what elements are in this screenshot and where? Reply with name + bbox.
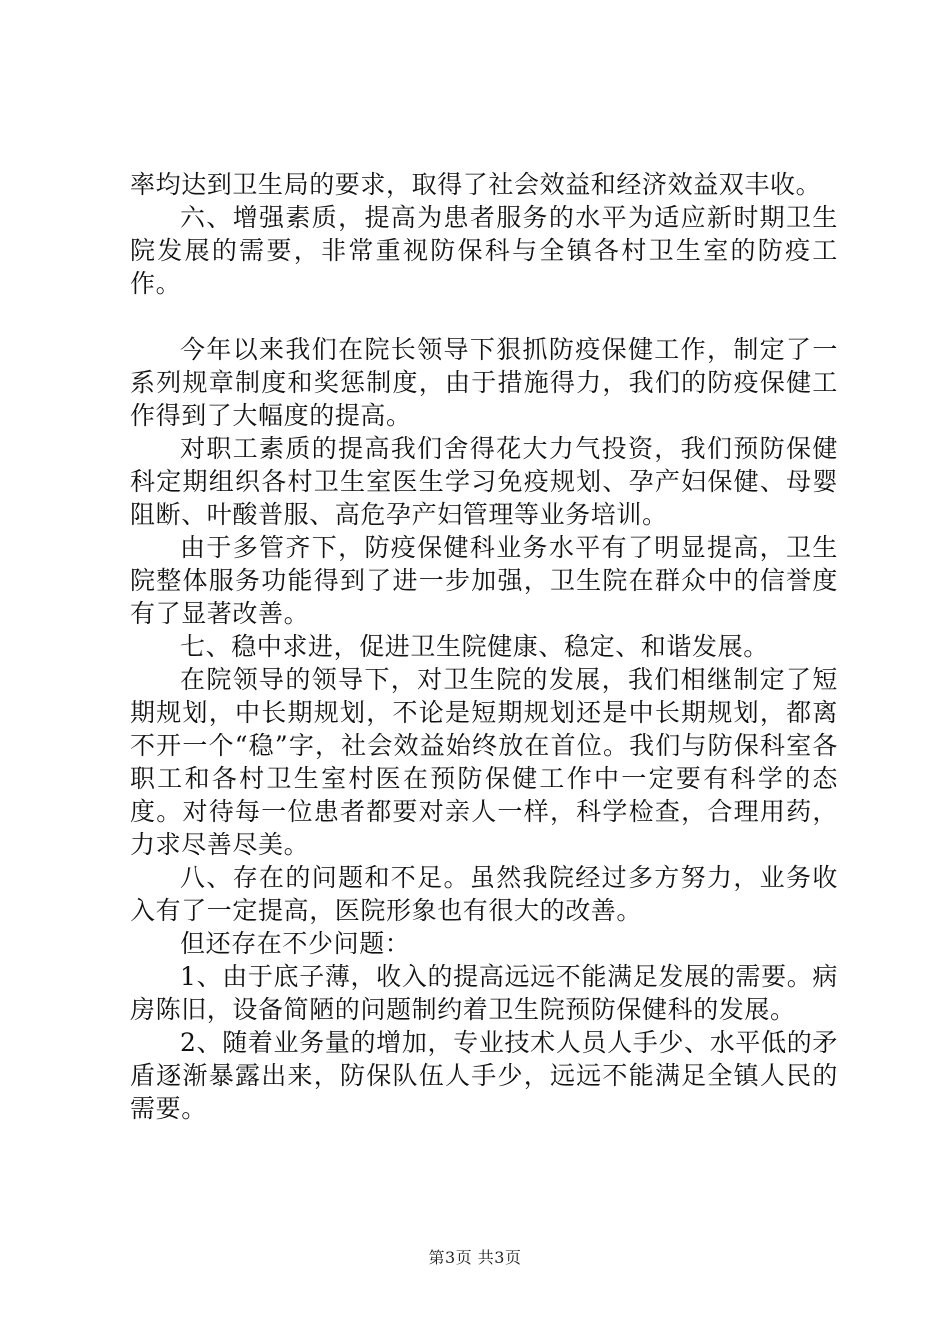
paragraph-staff-training: 对职工素质的提高我们舍得花大力气投资，我们预防保健科定期组织各村卫生室医生学习免疫规划、孕产妇保健、母婴阻断、叶酸普服、高危孕产妇管理等业务培训。 bbox=[130, 434, 838, 529]
paragraph-section-eight: 八、存在的问题和不足。虽然我院经过多方努力，业务收入有了一定提高，医院形象也有很大的改善。 bbox=[130, 863, 838, 925]
document-body bbox=[130, 168, 838, 1125]
paragraph-epidemic-work: 今年以来我们在院长领导下狠抓防疫保健工作，制定了一系列规章制度和奖惩制度，由于措施得力，我们的防疫保健工作得到了大幅度的提高。 bbox=[130, 335, 838, 430]
paragraph-section-seven: 七、稳中求进，促进卫生院健康、稳定、和谐发展。 bbox=[180, 632, 769, 661]
paragraph-development-plan: 在院领导的领导下，对卫生院的发展，我们相继制定了短期规划，中长期规划，不论是短期规划还是中长期规划，都离不开一个“稳”字，社会效益始终放在首位。我们与防保科室各职工和各村卫生室村医在预防保健工作中一定要有科学的态度。对待每一位患者都要对亲人一样，科学检查，合理用药，力求尽善尽美。 bbox=[130, 665, 838, 859]
paragraph-service-improvement: 由于多管齐下，防疫保健科业务水平有了明显提高，卫生院整体服务功能得到了进一步加强，卫生院在群众中的信誉度有了显著改善。 bbox=[130, 533, 838, 628]
paragraph-problem-two: 2、随着业务量的增加，专业技术人员人手少、水平低的矛盾逐渐暴露出来，防保队伍人手少，远远不能满足全镇人民的需要。 bbox=[130, 1028, 838, 1123]
paragraph-continuation: 率均达到卫生局的要求，取得了社会效益和经济效益双丰收。 bbox=[130, 170, 822, 199]
paragraph-section-six: 六、增强素质，提高为患者服务的水平为适应新时期卫生院发展的需要，非常重视防保科与全镇各村卫生室的防疫工作。 bbox=[130, 203, 838, 298]
paragraph-problems-intro: 但还存在不少问题： bbox=[180, 929, 411, 958]
paragraph-problem-one: 1、由于底子薄，收入的提高远远不能满足发展的需要。病房陈旧，设备简陋的问题制约着卫生院预防保健科的发展。 bbox=[130, 962, 838, 1024]
page-footer: 第3页 共3页 bbox=[428, 1248, 522, 1267]
